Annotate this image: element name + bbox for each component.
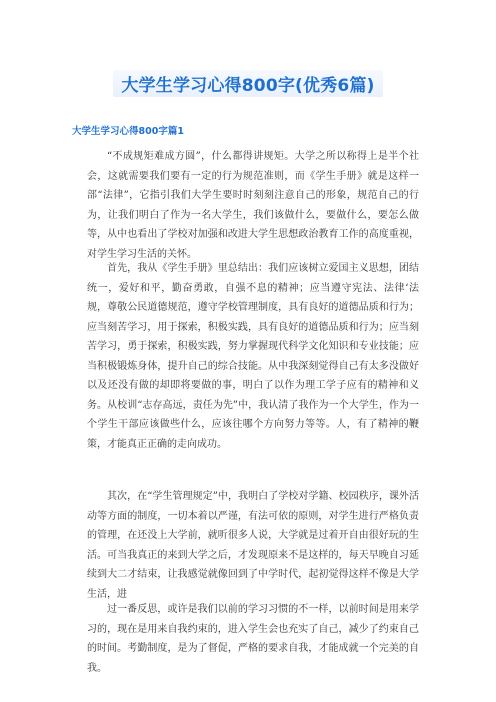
section-heading: 大学生学习心得800字篇1 — [72, 126, 184, 137]
paragraph: 其次，在“学生管理规定”中，我明白了学校对学籍、校园秩序，课外活动等方面的制度，一切本着以严谨，有法可依的原则，对学生进行严格负责的管理，在还没上大学前，就听很多人说，大学就是过着开自由很好玩的生活。可当我真正的来到大学之后，才发现原来不是这样的，每天早晚自习延续到大二才结束，让我感觉就像回到了中学时代，起初觉得这样不像是大学生活，进 — [87, 491, 419, 600]
paragraph-block-1 — [87, 147, 419, 264]
paragraph: 首先，我从《学生手册》里总结出：我们应该树立爱国主义思想，团结统一，爱好和平，勤奋勇敢，自强不息的精神；应当遵守宪法、法律‘法规，尊敬公民道德规范，遵守学校管理制度，具有良好的道德品质和行为；应当刻苦学习，用于探索，积极实践，具有良好的道德品质和行为；应当刻苦学习，勇于探索，积极实践，努力掌握现代科学文化知识和专业技能；应当积极锻炼身体，提升自己的综合技能。从中我深刻觉得自己有太多没做好以及还没有做的却即将要做的事，明白了以作为理工学子应有的精神和义务。从校训“志存高远，责任为先”中，我认清了我作为一个大学生，作为一个学生干部应该做些什么，应该往哪个方向努力等等。人，有了精神的鞭策，才能真正正确的走向成功。 — [87, 263, 419, 450]
paragraph: 过一番反思，或许是我们以前的学习习惯的不一样，以前时间是用来学习的，现在是用来自我约束的，进入学生会也充实了自己，减少了约束自己的时间。考勤制度，是为了督促，严格的要求自我，才能成就一个完美的自我。 — [87, 604, 419, 674]
paragraph-block-3 — [87, 487, 419, 604]
paragraph-block-2 — [87, 259, 419, 454]
paragraph-block-4 — [87, 600, 419, 678]
paragraph: “不成规矩难成方圆”，什么都得讲规矩。大学之所以称得上是半个社会，这就需要我们要有一定的行为规范准则，而《学生手册》就是这样一部“法律”，它指引我们大学生要时时刻刻注意自己的形象，规范自己的行为，让我们明白了作为一名大学生，我们该做什么，要做什么，要怎么做等，从中也看出了学校对加强和改进大学生思想政治教育工作的高度重视，对学生学习生活的关怀。 — [87, 151, 419, 260]
title-container — [0, 70, 496, 97]
document-title: 大学生学习心得800字(优秀6篇) — [113, 70, 382, 97]
